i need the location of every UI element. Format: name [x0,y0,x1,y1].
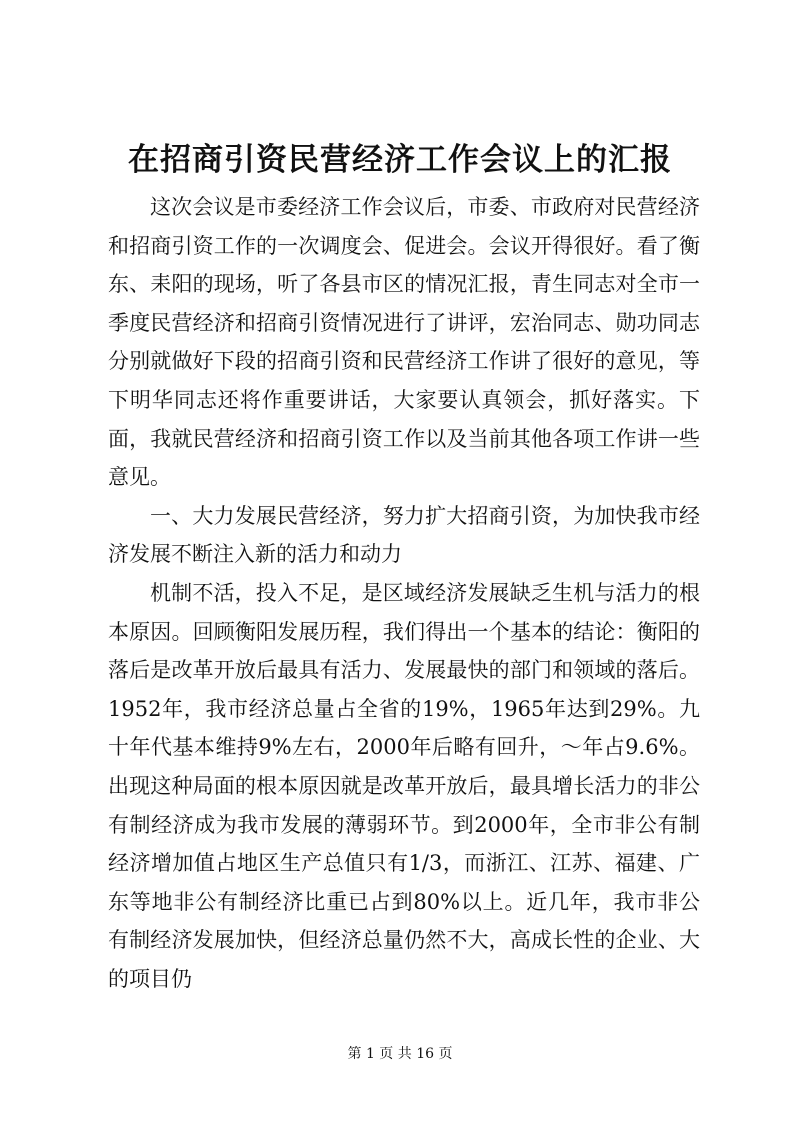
document-title: 在招商引资民营经济工作会议上的汇报 [128,142,672,178]
paragraph-intro: 这次会议是市委经济工作会议后，市委、市政府对民营经济和招商引资工作的一次调度会、促进会。会议开得很好。看了衡东、耒阳的现场，听了各县市区的情况汇报，青生同志对全市一季度民营经济和招商引资情况进行了讲评，宏治同志、勋功同志分别就做好下段的招商引资和民营经济工作讲了很好的意见，等下明华同志还将作重要讲话，大家要认真领会，抓好落实。下面，我就民营经济和招商引资工作以及当前其他各项工作讲一些意见。 [108,195,700,490]
section-heading-1: 一、大力发展民营经济，努力扩大招商引资，为加快我市经济发展不断注入新的活力和动力 [108,503,700,567]
paragraph-analysis: 机制不活，投入不足，是区域经济发展缺乏生机与活力的根本原因。回顾衡阳发展历程，我们得出一个基本的结论：衡阳的落后是改革开放后最具有活力、发展最快的部门和领域的落后。1952年，我市经济总量占全省的19%，1965年达到29%。九十年代基本维持9%左右，2000年后略有回升，～年占9.6%。出现这种局面的根本原因就是改革开放后，最具增长活力的非公有制经济成为我市发展的薄弱环节。到2000年，全市非公有制经济增加值占地区生产总值只有1/3，而浙江、江苏、福建、广东等地非公有制经济比重已占到80%以上。近几年，我市非公有制经济发展加快，但经济总量仍然不大，高成长性的企业、大的项目仍 [108,580,700,991]
document-body [108,188,700,998]
page-indicator: 第 1 页 共 16 页 [347,1046,453,1062]
